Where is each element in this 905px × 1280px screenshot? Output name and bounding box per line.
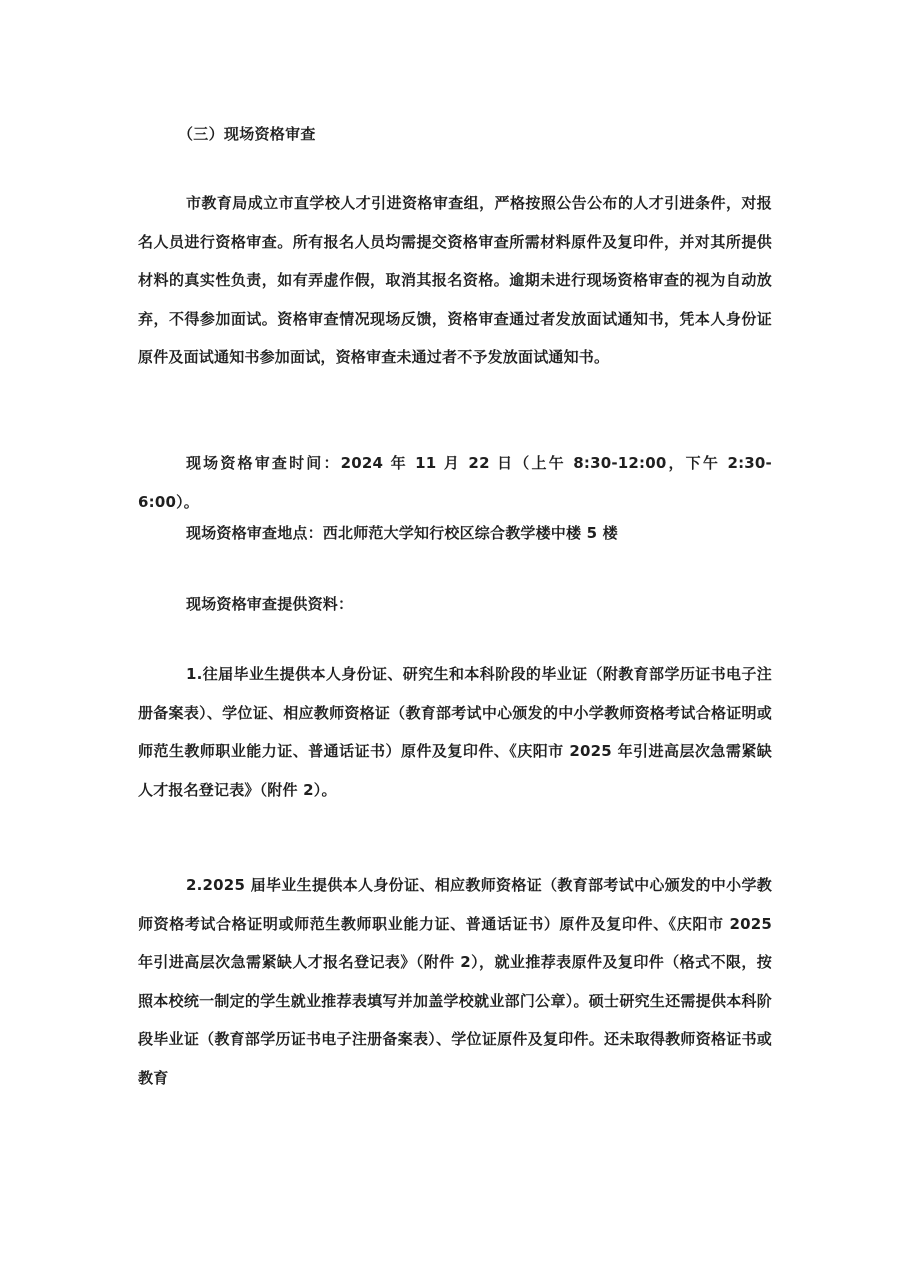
- materials-heading: 现场资格审查提供资料：: [186, 595, 354, 613]
- review-location-paragraph: 现场资格审查地点：西北师范大学知行校区综合教学楼中楼 5 楼: [186, 524, 618, 542]
- materials-item-2: 2.2025 届毕业生提供本人身份证、相应教师资格证（教育部考试中心颁发的中小学教师资格考试合格证明或师范生教师职业能力证、普通话证书）原件及复印件、《庆阳市 2025 年引进高层次急需紧缺人才报名登记表》（附件 2），就业推荐表原件及复印件（格式不限，按照本校统一制定的学生就业推荐表填写并加盖学校就业部门公章）。硕士研究生还需提供本科阶段毕业证（教育部学历证书电子注册备案表）、学位证原件及复印件。还未取得教师资格证书或教育: [138, 876, 772, 1087]
- materials-item-1: 1.往届毕业生提供本人身份证、研究生和本科阶段的毕业证（附教育部学历证书电子注册备案表）、学位证、相应教师资格证（教育部考试中心颁发的中小学教师资格考试合格证明或师范生教师职业能力证、普通话证书）原件及复印件、《庆阳市 2025 年引进高层次急需紧缺人才报名登记表》（附件 2）。: [138, 665, 772, 799]
- intro-paragraph: 市教育局成立市直学校人才引进资格审查组，严格按照公告公布的人才引进条件，对报名人员进行资格审查。所有报名人员均需提交资格审查所需材料原件及复印件，并对其所提供材料的真实性负责，如有弄虚作假，取消其报名资格。逾期未进行现场资格审查的视为自动放弃，不得参加面试。资格审查情况现场反馈，资格审查通过者发放面试通知书，凭本人身份证原件及面试通知书参加面试，资格审查未通过者不予发放面试通知书。: [138, 194, 772, 366]
- section-heading: （三）现场资格审查: [178, 125, 316, 143]
- review-time-paragraph: 现场资格审查时间：2024 年 11 月 22 日（上午 8:30-12:00，下午 2:30-6:00）。: [138, 454, 772, 511]
